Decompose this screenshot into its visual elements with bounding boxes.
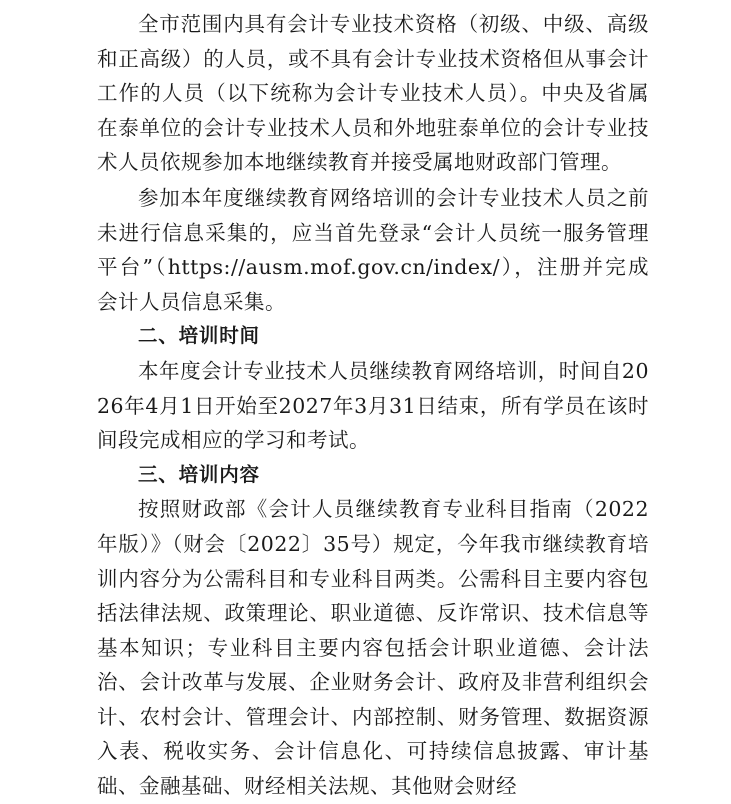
paragraph-training-time: 本年度会计专业技术人员继续教育网络培训，时间自2026年4月1日开始至2027年3月31日结束，所有学员在该时间段完成相应的学习和考试。 xyxy=(97,358,649,453)
heading-training-time: 二、培训时间 xyxy=(138,324,260,348)
heading-training-content: 三、培训内容 xyxy=(138,462,260,486)
paragraph-scope: 全市范围内具有会计专业技术资格（初级、中级、高级和正高级）的人员，或不具有会计专业技术资格但从事会计工作的人员（以下统称为会计专业技术人员）。中央及省属在泰单位的会计专业技术人员和外地驻泰单位的会计专业技术人员依规参加本地继续教育并接受属地财政部门管理。 xyxy=(97,12,649,175)
paragraph-training-content: 按照财政部《会计人员继续教育专业科目指南（2022年版）》（财会〔2022〕35号）规定，今年我市继续教育培训内容分为公需科目和专业科目两类。公需科目主要内容包括法律法规、政策理论、职业道德、反诈常识、技术信息等基本知识；专业科目主要内容包括会计职业道德、会计法治、会计改革与发展、企业财务会计、政府及非营利组织会计、农村会计、管理会计、内部控制、财务管理、数据资源入表、税收实务、会计信息化、可持续信息披露、审计基础、金融基础、财经相关法规、其他财会财经 xyxy=(97,497,649,799)
paragraph-registration: 参加本年度继续教育网络培训的会计专业技术人员之前未进行信息采集的，应当首先登录“会计人员统一服务管理平台”（https://ausm.mof.gov.cn/index/），注册并完成会计人员信息采集。 xyxy=(97,185,649,314)
